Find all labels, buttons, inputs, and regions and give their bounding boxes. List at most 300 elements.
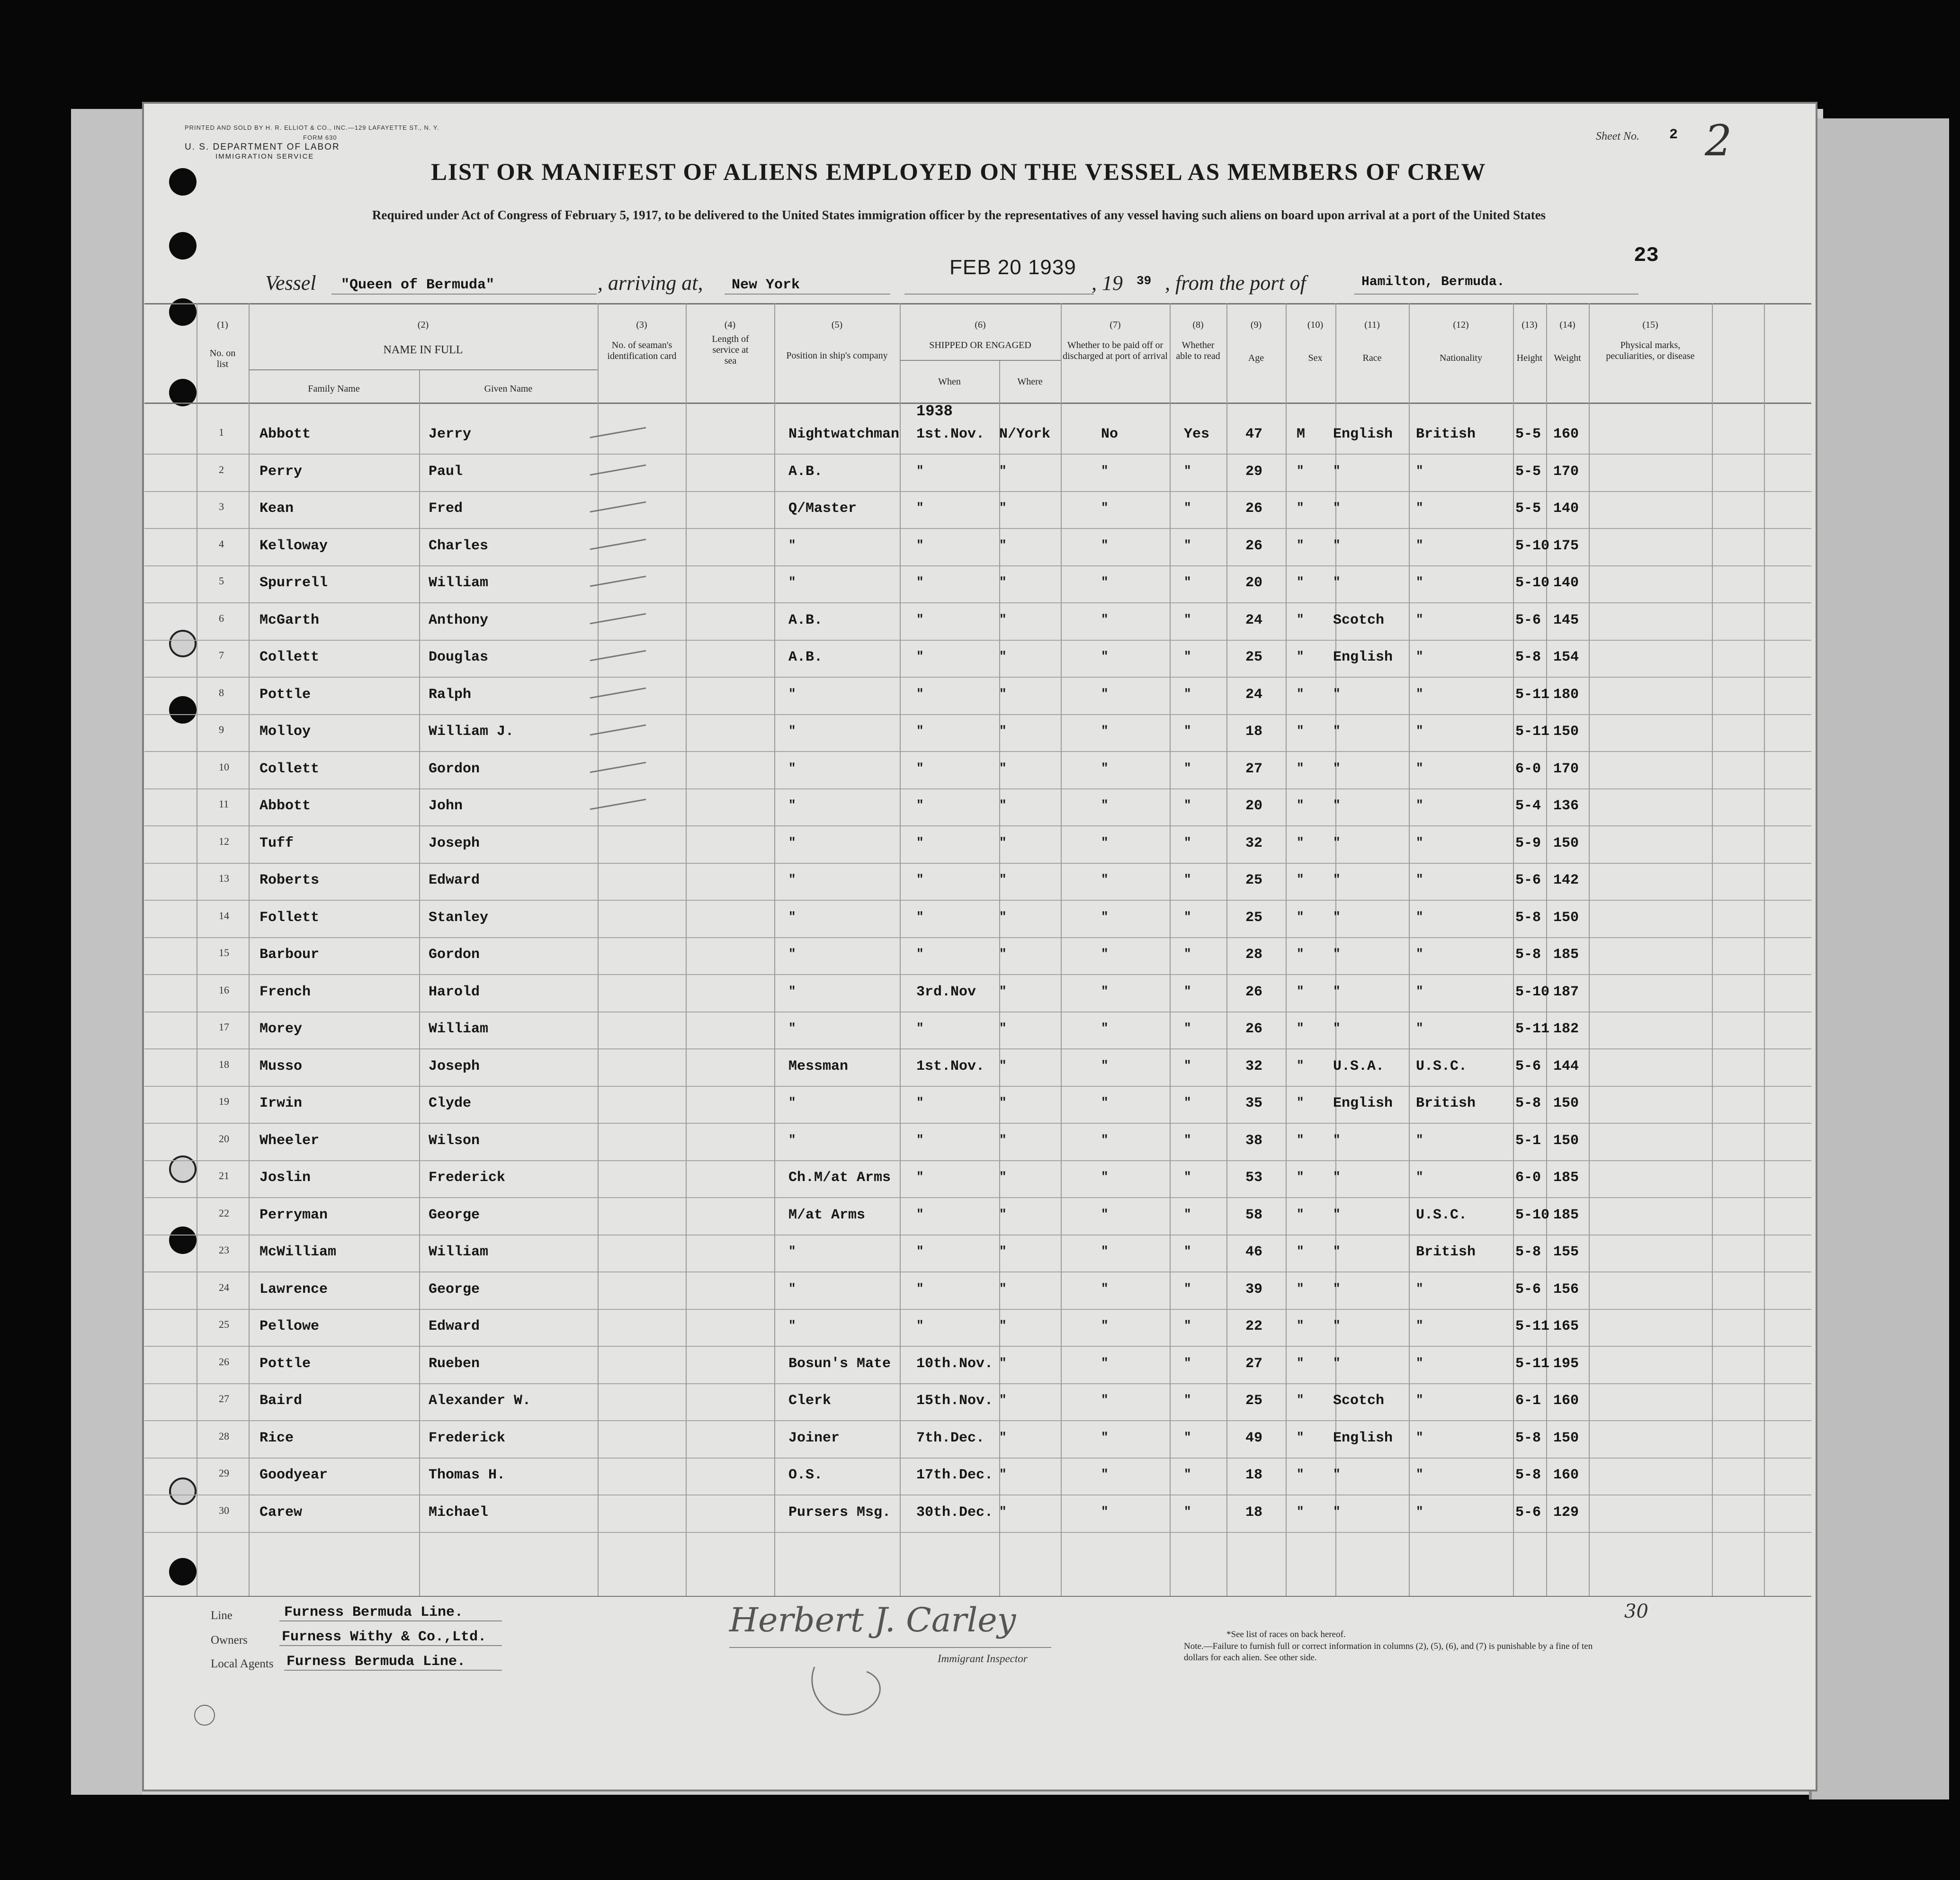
- shipped-where: ": [999, 798, 1007, 812]
- age: 38: [1245, 1132, 1263, 1149]
- paid-off: ": [1101, 909, 1109, 924]
- paid-off: ": [1101, 1207, 1109, 1221]
- paid-off: ": [1101, 575, 1109, 589]
- table-rule: [144, 303, 1811, 304]
- table-rule: [144, 974, 1811, 975]
- family-name: McWilliam: [260, 1244, 337, 1260]
- table-rule: [144, 565, 1811, 566]
- shipped-when: 3rd.Nov: [916, 984, 976, 1000]
- shipped-where: ": [999, 1207, 1007, 1221]
- col14-number: (14): [1559, 320, 1575, 330]
- race: ": [1333, 463, 1341, 478]
- shipped-where: ": [999, 1467, 1007, 1481]
- column-rule: [1409, 303, 1410, 1596]
- height: 5-8: [1515, 1430, 1541, 1446]
- table-rule: [144, 1123, 1811, 1124]
- height: 5-11: [1515, 1318, 1550, 1334]
- nationality: ": [1416, 1467, 1423, 1481]
- sheet-number: 2: [1669, 127, 1678, 143]
- race: English: [1333, 1430, 1393, 1446]
- weight: 150: [1553, 909, 1579, 926]
- family-name: Kelloway: [260, 537, 328, 554]
- weight: 175: [1553, 537, 1579, 554]
- shipped-where: ": [999, 724, 1007, 738]
- column-rule: [598, 303, 599, 1596]
- table-rule: [144, 1271, 1811, 1272]
- nationality: British: [1416, 1244, 1476, 1260]
- shipped-when: ": [916, 1095, 924, 1110]
- able-to-read: ": [1184, 1504, 1191, 1519]
- col5-header: Position in ship's company: [786, 350, 888, 361]
- weight: 144: [1553, 1058, 1579, 1074]
- col11-number: (11): [1364, 320, 1380, 330]
- height: 5-11: [1515, 686, 1550, 703]
- paid-off: ": [1101, 798, 1109, 812]
- shipped-where: ": [999, 1393, 1007, 1407]
- weight: 187: [1553, 984, 1579, 1000]
- sex: ": [1297, 872, 1304, 886]
- height: 5-10: [1515, 575, 1550, 591]
- nationality: ": [1416, 1132, 1423, 1147]
- shipped-when: ": [916, 537, 924, 552]
- position: ": [788, 984, 796, 998]
- nationality: ": [1416, 724, 1423, 738]
- date-underline: [904, 294, 1094, 295]
- family-name: Rice: [260, 1430, 294, 1446]
- family-name: Musso: [260, 1058, 303, 1074]
- shipped-when: 1st.Nov.: [916, 426, 985, 442]
- sex: ": [1297, 1058, 1304, 1073]
- race: ": [1333, 798, 1341, 812]
- age: 20: [1245, 798, 1263, 814]
- col9-number: (9): [1250, 320, 1262, 330]
- able-to-read: ": [1184, 798, 1191, 812]
- family-name: Wheeler: [260, 1132, 320, 1149]
- departure-port: Hamilton, Bermuda.: [1361, 275, 1505, 289]
- col3-header: No. of seaman's identification card: [607, 340, 677, 361]
- owners-value: Furness Withy & Co.,Ltd.: [282, 1629, 487, 1645]
- col13-header: Height: [1516, 353, 1543, 363]
- able-to-read: ": [1184, 1207, 1191, 1221]
- able-to-read: ": [1184, 1244, 1191, 1258]
- age: 27: [1245, 761, 1263, 777]
- nationality: ": [1416, 1281, 1423, 1296]
- nationality: British: [1416, 426, 1476, 442]
- age: 46: [1245, 1244, 1263, 1260]
- able-to-read: ": [1184, 1132, 1191, 1147]
- port-underline: [1354, 294, 1638, 295]
- punch-hole: [169, 232, 197, 260]
- shipped-when: ": [916, 1244, 924, 1258]
- row-number: 9: [219, 724, 224, 735]
- header-subrule: [900, 360, 1061, 361]
- height: 5-11: [1515, 1021, 1550, 1037]
- family-name: Morey: [260, 1021, 303, 1037]
- shipped-when: ": [916, 463, 924, 478]
- weight: 185: [1553, 1207, 1579, 1223]
- col13-number: (13): [1521, 320, 1538, 330]
- shipped-when: 30th.Dec.: [916, 1504, 993, 1521]
- height: 5-1: [1515, 1132, 1541, 1149]
- row-number: 24: [219, 1281, 229, 1293]
- row-number: 27: [219, 1393, 229, 1405]
- given-name: Frederick: [429, 1170, 506, 1186]
- row-number: 26: [219, 1355, 229, 1368]
- family-name: Baird: [260, 1393, 303, 1409]
- age: 25: [1245, 872, 1263, 888]
- height: 5-11: [1515, 724, 1550, 740]
- header-subrule: [249, 369, 598, 370]
- sheet-label: Sheet No.: [1596, 130, 1639, 143]
- sex: ": [1297, 612, 1304, 627]
- age: 32: [1245, 835, 1263, 851]
- row-number: 10: [219, 761, 229, 773]
- family-name: Follett: [260, 909, 320, 926]
- footer-rule: [144, 1596, 1811, 1597]
- able-to-read: ": [1184, 1095, 1191, 1110]
- age: 18: [1245, 1504, 1263, 1521]
- height: 6-0: [1515, 761, 1541, 777]
- col6-header: SHIPPED OR ENGAGED: [929, 340, 1031, 350]
- weight: 136: [1553, 798, 1579, 814]
- nationality: ": [1416, 686, 1423, 701]
- position: A.B.: [788, 649, 823, 665]
- nationality: ": [1416, 798, 1423, 812]
- paid-off: ": [1101, 501, 1109, 515]
- sex: ": [1297, 1355, 1304, 1370]
- shipped-when: 1st.Nov.: [916, 1058, 985, 1074]
- race: ": [1333, 1355, 1341, 1370]
- paid-off: ": [1101, 835, 1109, 850]
- age: 32: [1245, 1058, 1263, 1074]
- agents-underline: [284, 1670, 502, 1671]
- col5-number: (5): [831, 320, 843, 330]
- row-number: 14: [219, 909, 229, 922]
- col8-header: Whether able to read: [1176, 340, 1220, 361]
- col2-number: (2): [417, 320, 429, 330]
- able-to-read: ": [1184, 649, 1191, 663]
- race: ": [1333, 1504, 1341, 1519]
- able-to-read: ": [1184, 1021, 1191, 1035]
- position: ": [788, 761, 796, 775]
- page-count: 23: [1634, 244, 1659, 268]
- position: Q/Master: [788, 501, 857, 517]
- age: 24: [1245, 686, 1263, 703]
- paid-off: ": [1101, 872, 1109, 886]
- age: 53: [1245, 1170, 1263, 1186]
- paid-off: ": [1101, 984, 1109, 998]
- year-note: 1938: [916, 403, 953, 420]
- row-number: 17: [219, 1021, 229, 1033]
- age: 24: [1245, 612, 1263, 628]
- paid-off: ": [1101, 1095, 1109, 1110]
- line-underline: [279, 1620, 502, 1621]
- shipped-where: ": [999, 575, 1007, 589]
- position: ": [788, 537, 796, 552]
- column-rule: [774, 303, 775, 1596]
- table-rule: [144, 1532, 1811, 1533]
- row-number: 30: [219, 1504, 229, 1516]
- age: 25: [1245, 649, 1263, 665]
- race: ": [1333, 761, 1341, 775]
- shipped-when: ": [916, 835, 924, 850]
- inspector-label: Immigrant Inspector: [938, 1653, 1028, 1665]
- shipped-when: ": [916, 612, 924, 627]
- able-to-read: ": [1184, 1281, 1191, 1296]
- paid-off: ": [1101, 1467, 1109, 1481]
- race: ": [1333, 1132, 1341, 1147]
- col12-header: Nationality: [1440, 353, 1482, 363]
- shipped-when: ": [916, 686, 924, 701]
- column-rule: [1546, 303, 1547, 1596]
- given-name: Gordon: [429, 761, 480, 777]
- row-number: 22: [219, 1207, 229, 1219]
- age: 35: [1245, 1095, 1263, 1111]
- binding-stub: [71, 109, 142, 1795]
- paid-off: ": [1101, 649, 1109, 663]
- row-number: 23: [219, 1244, 229, 1256]
- shipped-when: ": [916, 798, 924, 812]
- race: ": [1333, 686, 1341, 701]
- agents-label: Local Agents: [211, 1657, 274, 1670]
- col7-number: (7): [1110, 320, 1121, 330]
- age: 27: [1245, 1355, 1263, 1372]
- paid-off: ": [1101, 1393, 1109, 1407]
- table-rule: [144, 1309, 1811, 1310]
- paid-off: ": [1101, 1021, 1109, 1035]
- row-number: 3: [219, 501, 224, 512]
- race: Scotch: [1333, 1393, 1385, 1409]
- nationality: ": [1416, 575, 1423, 589]
- sex: ": [1297, 537, 1304, 552]
- arrival-underline: [725, 294, 890, 295]
- row-number: 19: [219, 1095, 229, 1107]
- height: 5-8: [1515, 1095, 1541, 1111]
- shipped-where: ": [999, 1132, 1007, 1147]
- able-to-read: ": [1184, 761, 1191, 775]
- given-name: Wilson: [429, 1132, 480, 1149]
- row-number: 25: [219, 1318, 229, 1330]
- row-number: 15: [219, 947, 229, 958]
- weight: 165: [1553, 1318, 1579, 1334]
- sex: ": [1297, 835, 1304, 850]
- agents-value: Furness Bermuda Line.: [286, 1654, 466, 1670]
- manifest-subtitle: Required under Act of Congress of February 5, 1917, to be delivered to the United States immigration officer by the representatives of any vessel having such aliens on board upon arrival at a port of the United States: [372, 208, 1546, 222]
- race: U.S.A.: [1333, 1058, 1385, 1074]
- able-to-read: ": [1184, 835, 1191, 850]
- given-name: Edward: [429, 872, 480, 888]
- position: O.S.: [788, 1467, 823, 1483]
- position: ": [788, 1021, 796, 1035]
- table-rule: [144, 1383, 1811, 1384]
- race: English: [1333, 649, 1393, 665]
- shipped-where: ": [999, 761, 1007, 775]
- shipped-when: ": [916, 1170, 924, 1184]
- position: ": [788, 1318, 796, 1333]
- position: ": [788, 1095, 796, 1110]
- age: 58: [1245, 1207, 1263, 1223]
- paid-off: ": [1101, 1281, 1109, 1296]
- shipped-where: ": [999, 1355, 1007, 1370]
- nationality: ": [1416, 501, 1423, 515]
- sex: ": [1297, 1504, 1304, 1519]
- shipped-when: ": [916, 1021, 924, 1035]
- col6-where-header: Where: [1017, 376, 1043, 387]
- able-to-read: ": [1184, 537, 1191, 552]
- shipped-where: ": [999, 1281, 1007, 1296]
- weight: 195: [1553, 1355, 1579, 1372]
- col4-header: Length of service at sea: [712, 334, 749, 366]
- height: 5-10: [1515, 537, 1550, 554]
- age: 18: [1245, 1467, 1263, 1483]
- family-name: Abbott: [260, 798, 311, 814]
- shipped-where: ": [999, 835, 1007, 850]
- paid-off: ": [1101, 686, 1109, 701]
- position: ": [788, 724, 796, 738]
- nationality: ": [1416, 1021, 1423, 1035]
- manifest-title: LIST OR MANIFEST OF ALIENS EMPLOYED ON THE VESSEL AS MEMBERS OF CREW: [431, 159, 1486, 186]
- sex: ": [1297, 1207, 1304, 1221]
- height: 5-10: [1515, 984, 1550, 1000]
- row-number: 6: [219, 612, 224, 624]
- nationality: ": [1416, 463, 1423, 478]
- sex: ": [1297, 1430, 1304, 1444]
- age: 18: [1245, 724, 1263, 740]
- race: ": [1333, 1021, 1341, 1035]
- race: ": [1333, 984, 1341, 998]
- table-rule: [144, 454, 1811, 455]
- height: 5-8: [1515, 1467, 1541, 1483]
- col1-number: (1): [217, 320, 228, 330]
- shipped-when: ": [916, 947, 924, 961]
- row-number: 7: [219, 649, 224, 661]
- able-to-read: ": [1184, 1318, 1191, 1333]
- column-rule: [1170, 303, 1171, 1596]
- sex: ": [1297, 686, 1304, 701]
- shipped-when: 7th.Dec.: [916, 1430, 985, 1446]
- sex: ": [1297, 724, 1304, 738]
- weight: 155: [1553, 1244, 1579, 1260]
- column-rule: [686, 303, 687, 1596]
- paid-off: ": [1101, 1170, 1109, 1184]
- printer-line: PRINTED AND SOLD BY H. R. ELLIOT & CO., INC.—129 LAFAYETTE ST., N. Y.: [185, 124, 439, 131]
- row-number: 8: [219, 686, 224, 698]
- shipped-where: ": [999, 909, 1007, 924]
- col9-header: Age: [1248, 353, 1264, 363]
- age: 20: [1245, 575, 1263, 591]
- weight: 156: [1553, 1281, 1579, 1298]
- able-to-read: ": [1184, 1393, 1191, 1407]
- age: 25: [1245, 909, 1263, 926]
- paid-off: No: [1101, 426, 1119, 442]
- position: ": [788, 1132, 796, 1147]
- family-name: Lawrence: [260, 1281, 328, 1298]
- shipped-where: ": [999, 1095, 1007, 1110]
- given-name: Douglas: [429, 649, 489, 665]
- age: 29: [1245, 463, 1263, 480]
- race: ": [1333, 1467, 1341, 1481]
- col7-header: Whether to be paid off or discharged at port of arrival: [1063, 340, 1168, 361]
- given-name: Fred: [429, 501, 463, 517]
- nationality: ": [1416, 537, 1423, 552]
- age: 49: [1245, 1430, 1263, 1446]
- column-rule: [1589, 303, 1590, 1596]
- shipped-where: ": [999, 947, 1007, 961]
- nationality: ": [1416, 612, 1423, 627]
- shipped-where: ": [999, 537, 1007, 552]
- height: 6-1: [1515, 1393, 1541, 1409]
- column-rule: [900, 303, 901, 1596]
- height: 5-5: [1515, 463, 1541, 480]
- shipped-where: ": [999, 463, 1007, 478]
- position: A.B.: [788, 612, 823, 628]
- family-name: Perry: [260, 463, 303, 480]
- nationality: ": [1416, 872, 1423, 886]
- given-name: George: [429, 1207, 480, 1223]
- able-to-read: ": [1184, 1355, 1191, 1370]
- sex: ": [1297, 984, 1304, 998]
- shipped-when: ": [916, 872, 924, 886]
- position: ": [788, 835, 796, 850]
- row-number: 2: [219, 463, 224, 475]
- table-rule: [144, 1346, 1811, 1347]
- arrival-port: New York: [732, 277, 800, 293]
- signature-underline: [729, 1647, 1051, 1648]
- arrival-date-stamp: FEB 20 1939: [949, 256, 1076, 279]
- shipped-where: ": [999, 1021, 1007, 1035]
- height: 5-4: [1515, 798, 1541, 814]
- family-name: Molloy: [260, 724, 311, 740]
- height: 5-10: [1515, 1207, 1550, 1223]
- nationality: ": [1416, 1355, 1423, 1370]
- family-name: Pottle: [260, 686, 311, 703]
- shipped-where: ": [999, 649, 1007, 663]
- sex: ": [1297, 1244, 1304, 1258]
- shipped-when: ": [916, 501, 924, 515]
- shipped-where: ": [999, 501, 1007, 515]
- paid-off: ": [1101, 537, 1109, 552]
- able-to-read: Yes: [1184, 426, 1210, 442]
- table-rule: [144, 528, 1811, 529]
- position: ": [788, 1244, 796, 1258]
- paid-off: ": [1101, 1430, 1109, 1444]
- race: ": [1333, 835, 1341, 850]
- race: ": [1333, 909, 1341, 924]
- punch-hole: [169, 168, 197, 196]
- column-rule: [419, 369, 420, 1596]
- shipped-where: ": [999, 984, 1007, 998]
- column-rule: [1513, 303, 1514, 1596]
- paid-off: ": [1101, 1132, 1109, 1147]
- weight: 150: [1553, 835, 1579, 851]
- table-rule: [144, 1197, 1811, 1198]
- family-name: Collett: [260, 649, 320, 665]
- row-number: 18: [219, 1058, 229, 1070]
- race: ": [1333, 1170, 1341, 1184]
- paid-off: ": [1101, 761, 1109, 775]
- sex: ": [1297, 649, 1304, 663]
- sex: ": [1297, 1393, 1304, 1407]
- able-to-read: ": [1184, 1430, 1191, 1444]
- col3-number: (3): [636, 320, 647, 330]
- given-name: Anthony: [429, 612, 489, 628]
- row-number: 12: [219, 835, 229, 847]
- height: 5-6: [1515, 1504, 1541, 1521]
- sex: ": [1297, 798, 1304, 812]
- shipped-when: ": [916, 1281, 924, 1296]
- able-to-read: ": [1184, 947, 1191, 961]
- able-to-read: ": [1184, 984, 1191, 998]
